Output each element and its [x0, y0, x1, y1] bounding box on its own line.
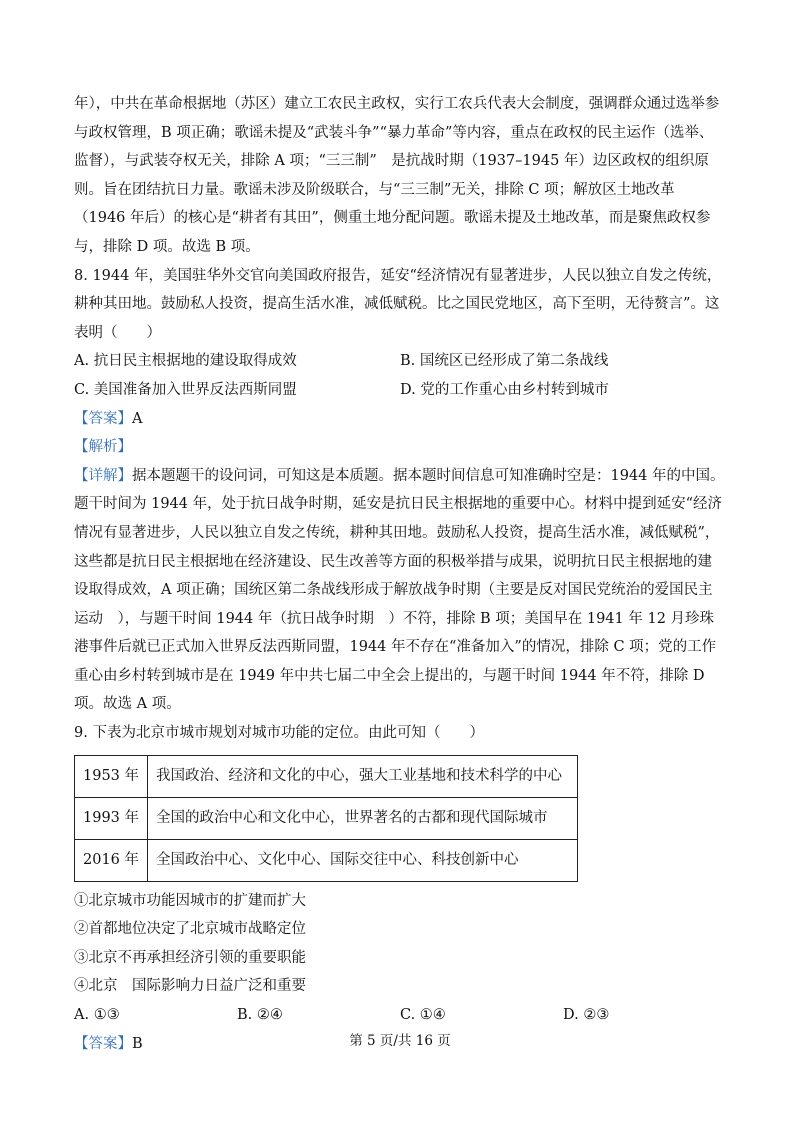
answer-value: B [132, 1035, 143, 1052]
city-plan-table [74, 755, 578, 882]
table-row [75, 797, 578, 839]
table-year: 1953 年 [75, 755, 148, 797]
analysis-tag: 【解析】 [74, 439, 132, 456]
table-text: 我国政治、经济和文化的中心，强大工业基地和技术科学的中心 [148, 755, 578, 797]
detail-text: 据本题题干的设问词，可知这是本质题。据本题时间信息可知准确时空是：1944 年的中国。题干时间为 1944 年，处于抗日战争时期，延安是抗日民主根据地的重要中心。材料中提到延安“经济情况有显著进步，人民以独立自发之传统，耕种其田地。鼓励私人投资，提高生活水准，减低赋税”，这些都是抗日民主根据地在经济建设、民生改善等方面的积极举措与成果，说明抗日民主根据地的建设取得成效，A 项正确；国统区第二条战线形成于解放战争时期（主要是反对国民党统治的爱国民主运动 ），与题干时间 1944 年（抗日战争时期 ）不符，排除 B 项；美国早在 1941 年 12 月珍珠港事件后就已正式加入世界反法西斯同盟，1944 年不存在“准备加入”的情况，排除 C 项；党的工作重心由乡村转到城市是在 1949 年中共七届二中全会上提出的，与题干时间 1944 年不符，排除 D 项。故选 A 项。 [74, 467, 725, 713]
page-footer: 第 5 页/共 16 页 [349, 1033, 451, 1049]
question-8-detail [74, 462, 726, 719]
statement-4: ④北京 国际影响力日益广泛和重要 [74, 978, 306, 995]
option-a: A. ①③ [74, 1007, 120, 1024]
question-8-analysis-tag [74, 433, 726, 462]
answer-tag: 【答案】 [74, 1035, 132, 1052]
option-c: C. ①④ [400, 1007, 446, 1024]
document-body [74, 90, 726, 1058]
question-8-answer [74, 405, 726, 434]
table-text: 全国政治中心、文化中心、国际交往中心、科技创新中心 [148, 839, 578, 881]
option-d: D. ②③ [563, 1007, 610, 1024]
detail-tag: 【详解】 [74, 467, 132, 484]
answer-value: A [132, 410, 143, 427]
question-8-options-row-1 [74, 347, 726, 376]
table-year: 1993 年 [75, 797, 148, 839]
question-8-stem: 8. 1944 年，美国驻华外交官向美国政府报告，延安“经济情况有显著进步，人民以独立自发之传统，耕种其田地。鼓励私人投资，提高生活水准，减低赋税。比之国民党地区，高下至明，无待赘言”。这表明（ ） [74, 267, 722, 341]
question-8-options-row-2 [74, 376, 726, 405]
option-a: A. 抗日民主根据地的建设取得成效 [74, 353, 297, 370]
option-c: C. 美国准备加入世界反法西斯同盟 [74, 381, 297, 398]
option-b: B. 国统区已经形成了第二条战线 [400, 353, 609, 370]
option-b: B. ②④ [237, 1007, 283, 1024]
table-year: 2016 年 [75, 839, 148, 881]
statement-2: ②首都地位决定了北京城市战略定位 [74, 921, 306, 938]
statement-1: ①北京城市功能因城市的扩建而扩大 [74, 892, 306, 909]
table-row [75, 839, 578, 881]
analysis-continuation: 年），中共在革命根据地（苏区）建立工农民主政权，实行工农兵代表大会制度，强调群众通过选举参与政权管理，B 项正确；歌谣未提及“武装斗争”“暴力革命”等内容，重点在政权的民主运作（选举、监督），与武装夺权无关，排除 A 项；“三三制” 是抗战时期（1937–1945 年）边区政权的组织原则。旨在团结抗日力量。歌谣未涉及阶级联合，与“三三制”无关，排除 C 项；解放区土地改革（1946 年后）的核心是“耕者有其田”，侧重土地分配问题。歌谣未提及土地改革，而是聚焦政权参与，排除 D 项。故选 B 项。 [74, 96, 720, 255]
statement-3: ③北京不再承担经济引领的重要职能 [74, 949, 306, 966]
table-row [75, 755, 578, 797]
option-d: D. 党的工作重心由乡村转到城市 [400, 381, 609, 398]
table-text: 全国的政治中心和文化中心，世界著名的古都和现代国际城市 [148, 797, 578, 839]
question-9-stem: 9. 下表为北京市城市规划对城市功能的定位。由此可知（ ） [74, 725, 484, 742]
answer-tag: 【答案】 [74, 410, 132, 427]
question-9-options [74, 1001, 726, 1030]
